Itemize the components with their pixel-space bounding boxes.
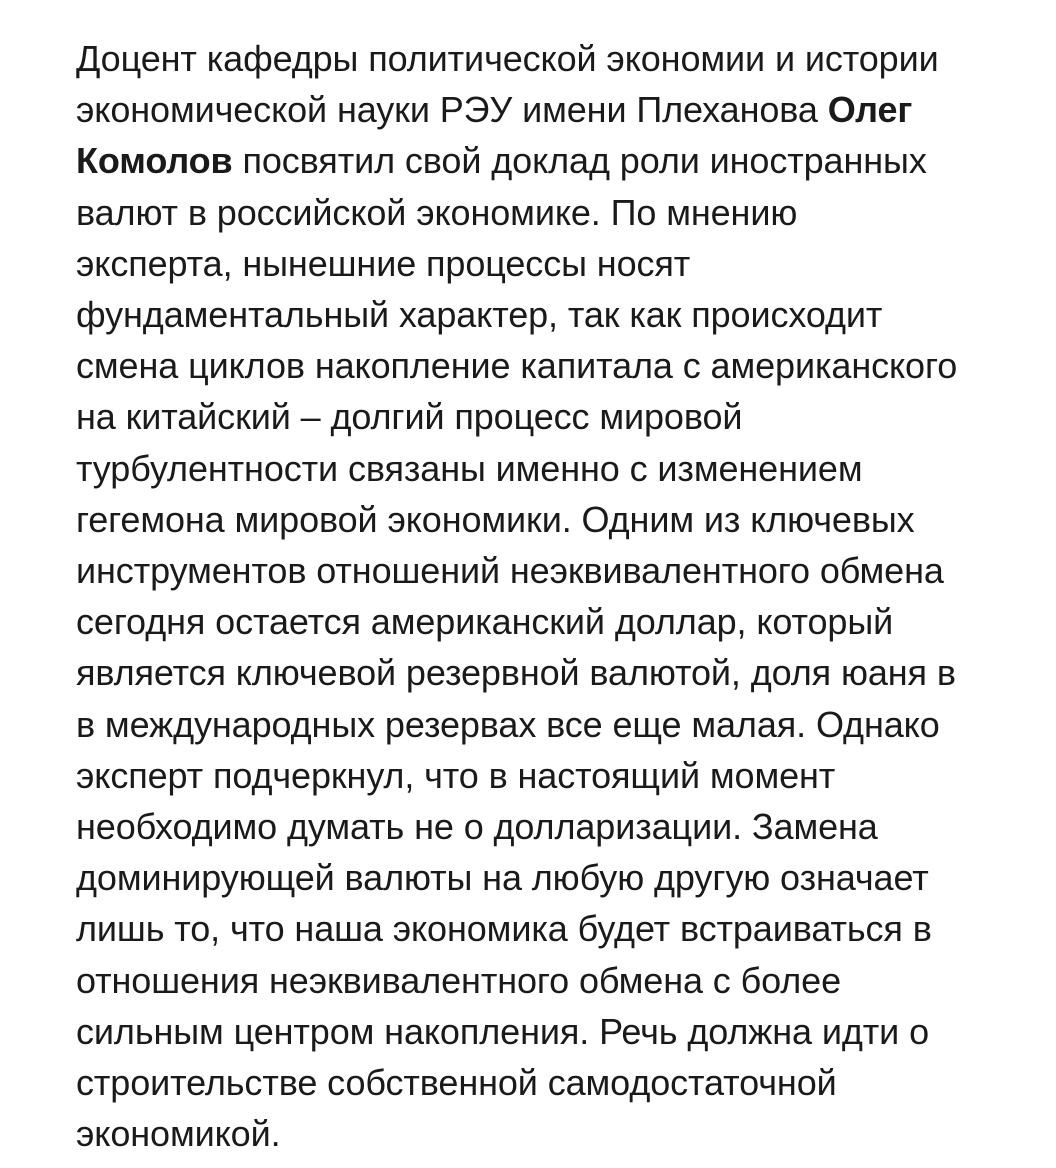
paragraph-text-intro: Доцент кафедры политической экономии и истории экономической науки РЭУ имени Плеханова (76, 38, 939, 131)
article-paragraph (76, 33, 1016, 1159)
paragraph-text-body: посвятил свой доклад роли иностранных валют в российской экономике. По мнению эксперта, нынешние процессы носят фундаментальный характер, так как происходит смена циклов накопление капитала с американского на китайский – долгий процесс мировой турбулентности связаны именно с изменением гегемона мировой экономики. Одним из ключевых инструментов отношений неэквивалентного обмена сегодня остается американский доллар, который является ключевой резервной валютой, доля юаня в в международных резервах все еще малая. Однако эксперт подчеркнул, что в настоящий момент необходимо думать не о долларизации. Замена доминирующей валюты на любую другую означает лишь то, что наша экономика будет встраиваться в отношения неэквивалентного обмена с более сильным центром накопления. Речь должна идти о строительстве собственной самодостаточной экономикой. (76, 140, 958, 1155)
expert-name: Олег Комолов (76, 89, 913, 182)
